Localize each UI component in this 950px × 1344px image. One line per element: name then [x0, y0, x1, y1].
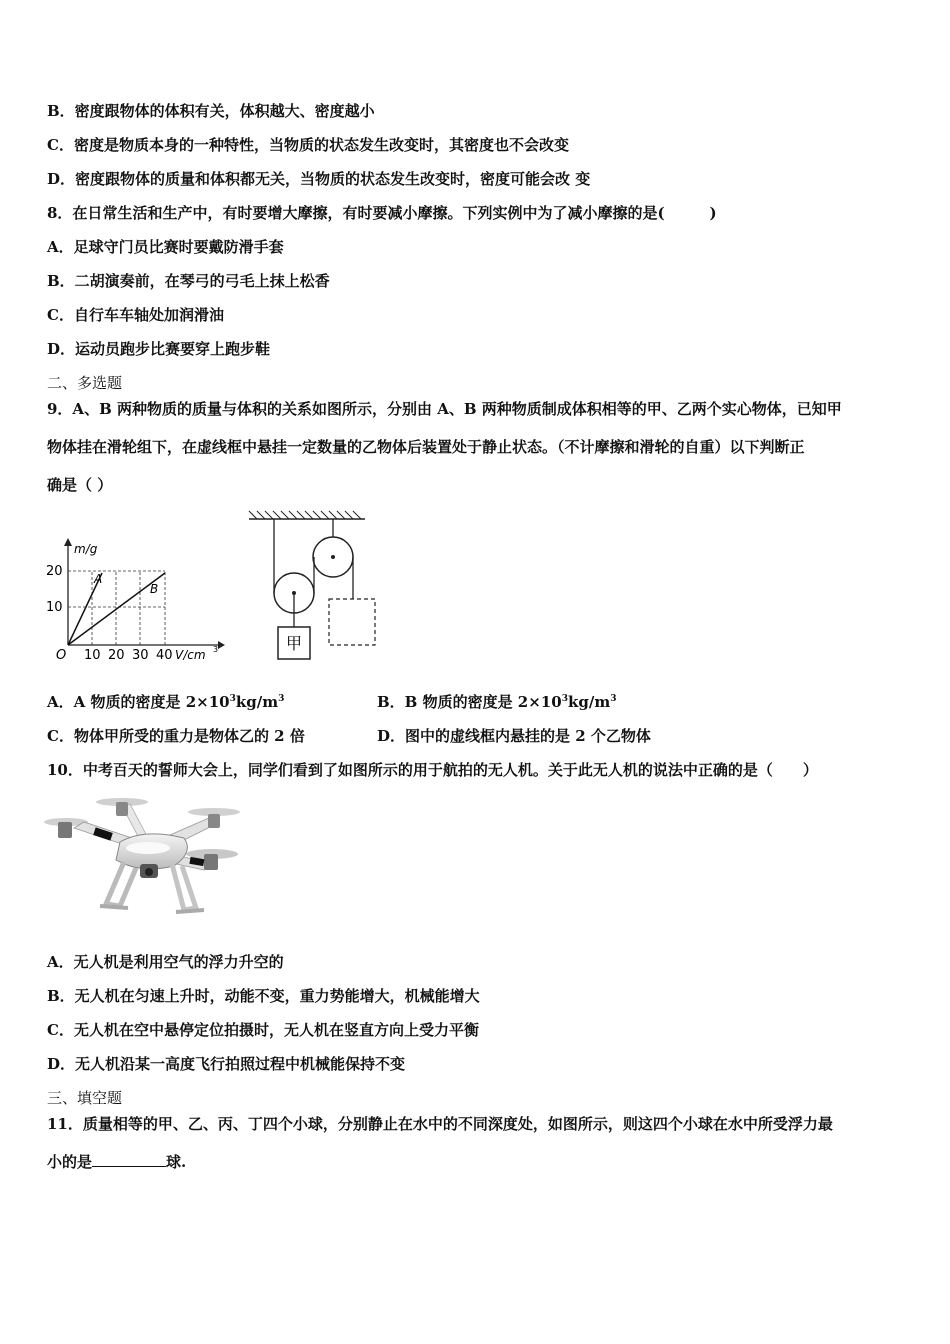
q9-pulley-diagram [245, 505, 385, 665]
q11-stem-line-1: 11．质量相等的甲、乙、丙、丁四个小球，分别静止在水中的不同深度处，如图所示，则这四个小球在水中所受浮力最 [47, 1115, 833, 1133]
q7-option-b: B．密度跟物体的体积有关，体积越大、密度越小 [47, 102, 375, 120]
q9-graph-ytick-10: 10 [46, 600, 63, 615]
q9-stem-line-3: 确是（ ） [47, 476, 113, 494]
q10-drone-illustration [44, 792, 244, 922]
q8-option-b: B．二胡演奏前，在琴弓的弓毛上抹上松香 [47, 272, 330, 290]
q11-answer-blank[interactable] [92, 1152, 166, 1167]
q9-graph-xlabel: V/cm [175, 648, 206, 660]
q9-option-c: C．物体甲所受的重力是物体乙的 2 倍 [47, 727, 305, 745]
q9-stem-line-2: 物体挂在滑轮组下，在虚线框中悬挂一定数量的乙物体后装置处于静止状态。（不计摩擦和滑轮的自重）以下判断正 [47, 438, 805, 456]
q9-graph-xtick-30: 30 [132, 648, 149, 660]
section-heading-fill-blank: 三、填空题 [47, 1089, 123, 1107]
q8-option-d: D．运动员跑步比赛要穿上跑步鞋 [47, 340, 271, 358]
q9-graph-xlabel-exponent: 3 [213, 645, 219, 654]
q10-option-b: B．无人机在匀速上升时，动能不变，重力势能增大，机械能增大 [47, 987, 480, 1005]
section-heading-multi-choice: 二、多选题 [47, 374, 123, 392]
q8-stem: 8．在日常生活和生产中，有时要增大摩擦，有时要减小摩擦。下列实例中为了减小摩擦的是( ) [47, 204, 717, 222]
q10-stem: 10．中考百天的誓师大会上，同学们看到了如图所示的用于航拍的无人机。关于此无人机的说法中正确的是（ ） [47, 761, 818, 779]
q9-graph-ytick-20: 20 [46, 564, 63, 579]
q8-option-a: A．足球守门员比赛时要戴防滑手套 [47, 238, 284, 256]
q10-option-d: D．无人机沿某一高度飞行拍照过程中机械能保持不变 [47, 1055, 406, 1073]
q9-mass-volume-graph [40, 535, 225, 660]
q10-option-c: C．无人机在空中悬停定位拍摄时，无人机在竖直方向上受力平衡 [47, 1021, 479, 1039]
q8-option-c: C．自行车车轴处加润滑油 [47, 306, 224, 324]
q9-graph-xtick-40: 40 [156, 648, 173, 660]
q9-block-jia-label: 甲 [285, 634, 303, 653]
q9-stem-line-1: 9．A、B 两种物质的质量与体积的关系如图所示，分别由 A、B 两种物质制成体积相等的甲、乙两个实心物体，已知甲 [47, 400, 842, 418]
q9-graph-origin: O [56, 648, 67, 660]
q11-stem-line-2: 小的是 球. [47, 1153, 187, 1171]
q7-option-c: C．密度是物质本身的一种特性，当物质的状态发生改变时，其密度也不会改变 [47, 136, 569, 154]
q9-option-d: D．图中的虚线框内悬挂的是 2 个乙物体 [377, 727, 651, 745]
q10-option-a: A．无人机是利用空气的浮力升空的 [47, 953, 284, 971]
q9-graph-ylabel: m/g [74, 542, 98, 556]
q9-graph-label-a: A [94, 572, 103, 586]
q9-option-a: A．A 物质的密度是 $2\times 10^3kg/m^3$ [47, 693, 285, 711]
q9-option-b: B．B 物质的密度是 $2\times 10^3kg/m^3$ [377, 693, 617, 711]
q9-graph-xtick-20: 20 [108, 648, 125, 660]
q9-graph-label-b: B [150, 582, 159, 596]
q7-option-d: D．密度跟物体的质量和体积都无关，当物质的状态发生改变时，密度可能会改 变 [47, 170, 591, 188]
q9-graph-xtick-10: 10 [84, 648, 101, 660]
